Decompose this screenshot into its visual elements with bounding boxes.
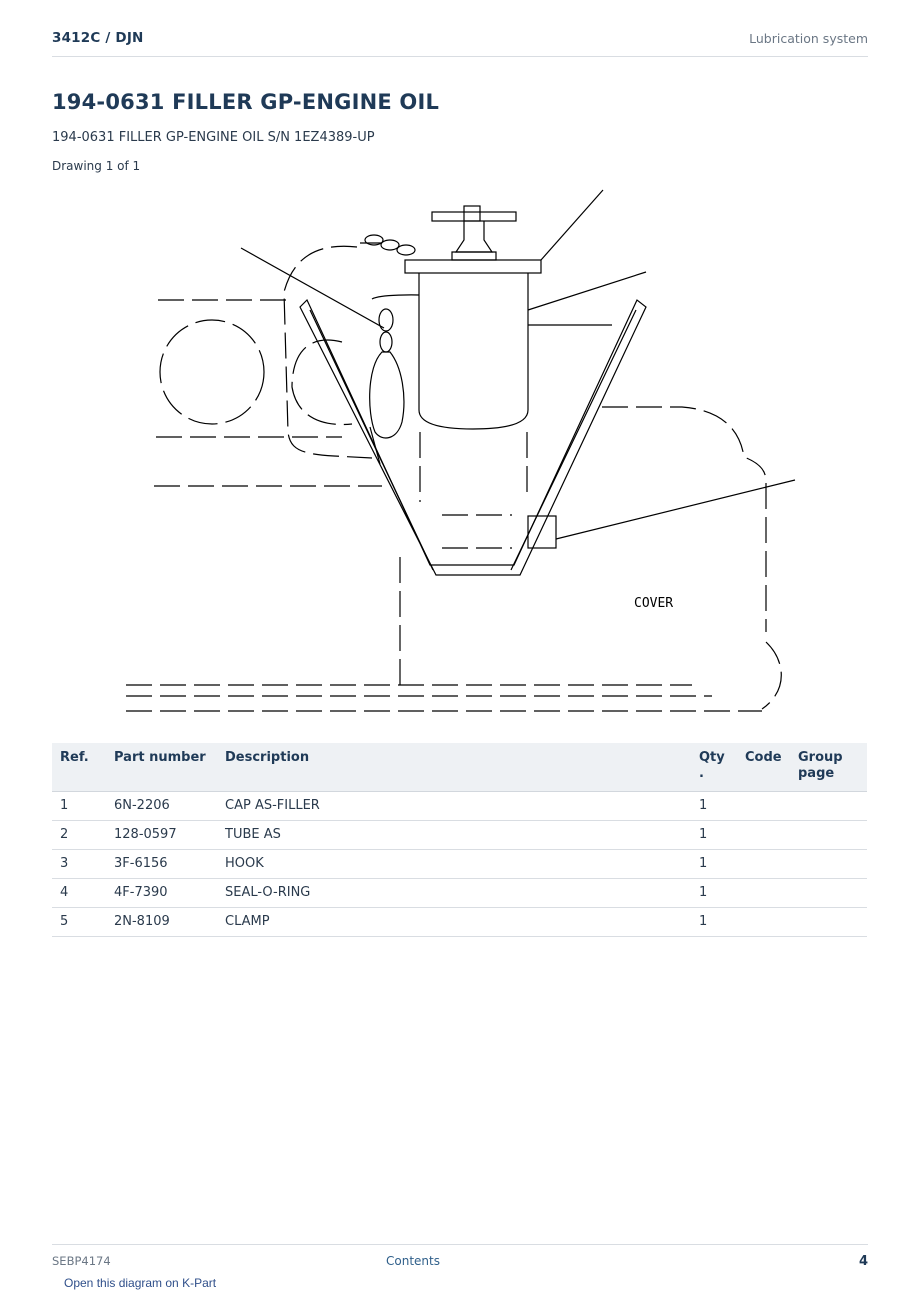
cell-group-page — [790, 792, 867, 821]
table-row — [52, 879, 867, 908]
table-header-row — [52, 743, 867, 792]
page-header — [52, 28, 868, 57]
cell-ref: 4 — [52, 879, 106, 908]
column-header-qty-label: Qty . — [699, 750, 725, 781]
filler-cap — [432, 206, 516, 260]
hook-chain — [360, 235, 419, 464]
cell-group-page — [790, 908, 867, 937]
leader-lines — [241, 190, 795, 539]
column-header-ref: Ref. — [52, 743, 106, 792]
cell-description: HOOK — [217, 850, 691, 879]
cell-description: TUBE AS — [217, 821, 691, 850]
cell-ref: 3 — [52, 850, 106, 879]
header-section: Lubrication system — [749, 31, 868, 46]
column-header-group-page — [790, 743, 867, 792]
header-model: 3412C / DJN — [52, 30, 144, 46]
parts-table — [52, 743, 867, 937]
column-header-group-page-label: Group page — [798, 750, 843, 781]
page-title: 194-0631 FILLER GP-ENGINE OIL — [52, 90, 440, 114]
filler-drawing — [52, 182, 868, 727]
cell-part-number: 2N-8109 — [106, 908, 217, 937]
cell-part-number: 128-0597 — [106, 821, 217, 850]
footer-doc-number: SEBP4174 — [52, 1254, 111, 1268]
cell-part-number: 3F-6156 — [106, 850, 217, 879]
cell-code — [737, 821, 790, 850]
table-row — [52, 908, 867, 937]
cell-qty: 1 — [691, 821, 737, 850]
engine-outline — [126, 246, 781, 711]
drawing-count: Drawing 1 of 1 — [52, 159, 141, 173]
page-number: 4 — [858, 1254, 868, 1269]
cell-group-page — [790, 879, 867, 908]
cell-code — [737, 792, 790, 821]
cell-code — [737, 908, 790, 937]
column-header-part-number: Part number — [106, 743, 217, 792]
column-header-description: Description — [217, 743, 691, 792]
cell-code — [737, 850, 790, 879]
cell-qty: 1 — [691, 850, 737, 879]
kpart-link[interactable]: Open this diagram on K-Part — [64, 1276, 217, 1290]
page-subtitle: 194-0631 FILLER GP-ENGINE OIL S/N 1EZ4389-UP — [52, 130, 375, 145]
column-header-qty — [691, 743, 737, 792]
cell-code — [737, 879, 790, 908]
filler-tube — [405, 260, 612, 429]
cell-ref: 1 — [52, 792, 106, 821]
cell-group-page — [790, 850, 867, 879]
cell-qty: 1 — [691, 879, 737, 908]
cell-description: CAP AS-FILLER — [217, 792, 691, 821]
cell-qty: 1 — [691, 792, 737, 821]
parts-diagram — [52, 182, 868, 727]
cell-ref: 2 — [52, 821, 106, 850]
column-header-code: Code — [737, 743, 790, 792]
cell-group-page — [790, 821, 867, 850]
cell-description: SEAL-O-RING — [217, 879, 691, 908]
cell-part-number: 6N-2206 — [106, 792, 217, 821]
cell-description: CLAMP — [217, 908, 691, 937]
table-row — [52, 850, 867, 879]
table-row — [52, 821, 867, 850]
cell-part-number: 4F-7390 — [106, 879, 217, 908]
clamp — [300, 300, 646, 575]
cell-qty: 1 — [691, 908, 737, 937]
cover-label: COVER — [634, 596, 674, 611]
cell-ref: 5 — [52, 908, 106, 937]
table-row — [52, 792, 867, 821]
contents-link[interactable]: Contents — [386, 1254, 440, 1268]
page-footer — [52, 1244, 868, 1275]
